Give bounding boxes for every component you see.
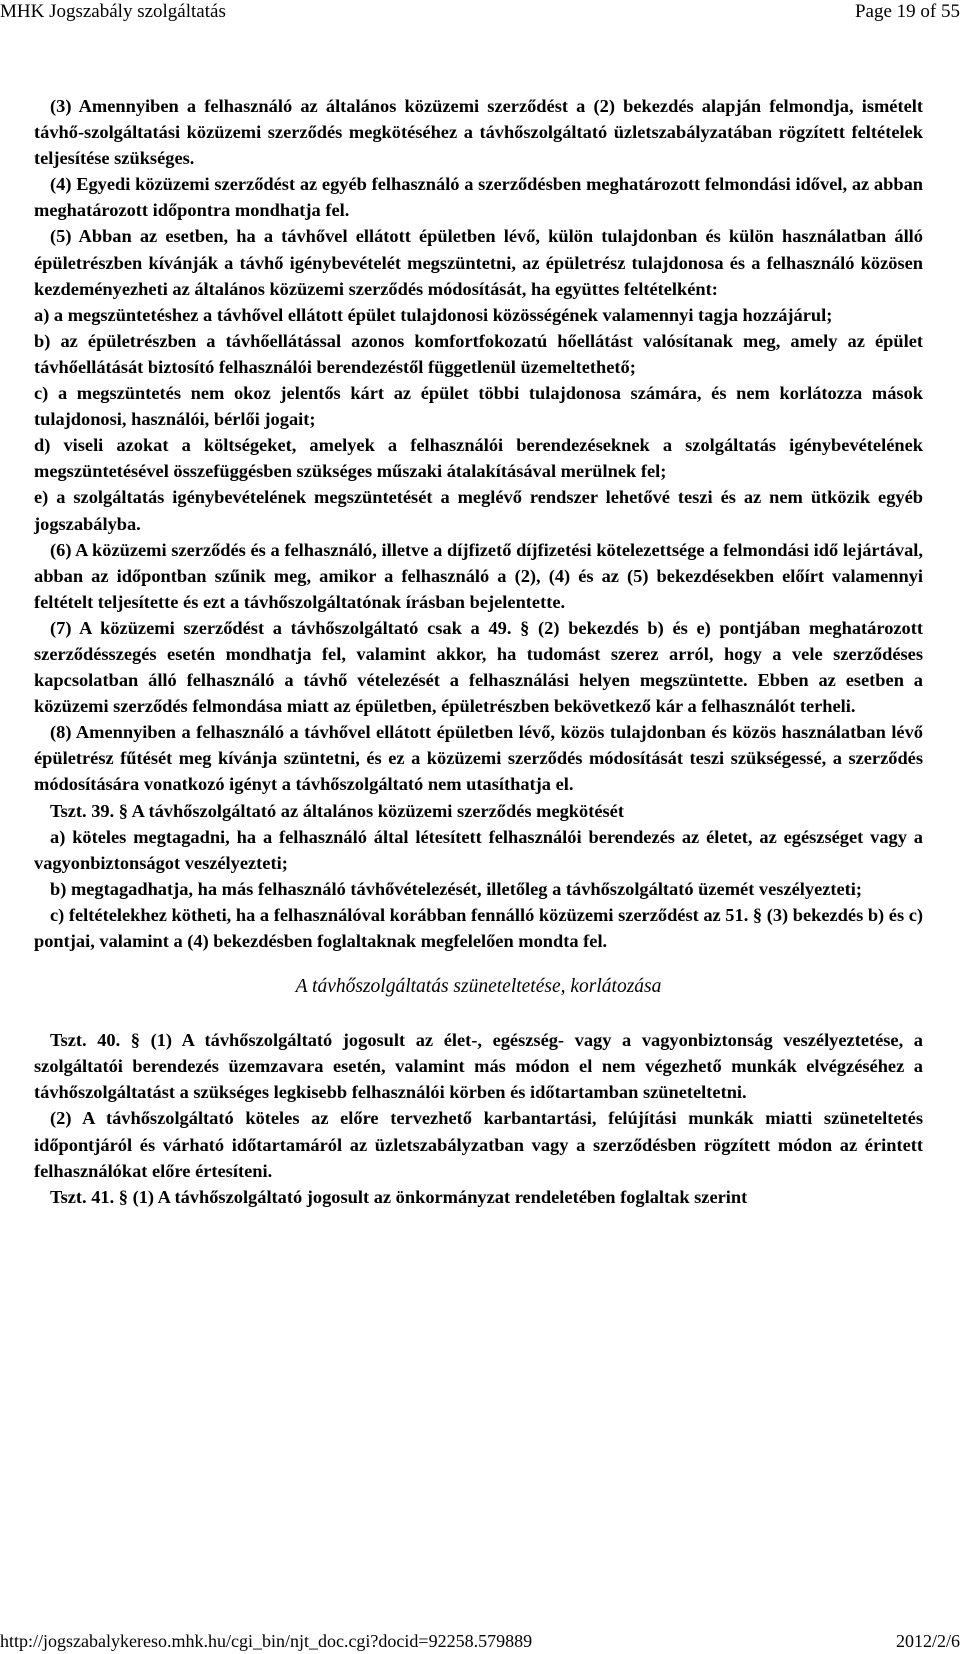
site-title: MHK Jogszabály szolgáltatás bbox=[0, 1, 226, 22]
page-footer bbox=[0, 1630, 960, 1654]
list-item-c: c) a megszüntetés nem okoz jelentős kárt az épület többi tulajdonosa számára, és nem korlátozza mások tulajdonosi, használói, bérlői jogait; bbox=[34, 383, 923, 430]
page-number: Page 19 of 55 bbox=[854, 1, 960, 22]
print-date: 2012/2/6 bbox=[895, 1631, 960, 1651]
section-40-paragraph-2: (2) A távhőszolgáltató köteles az előre tervezhető karbantartási, felújítási munkák miatti szüneteltetés időpontjáról és várható időtartamáról az üzletszabályzatban vagy a szerződésben rögzített módon az érintett felhasználókat előre értesíteni. bbox=[34, 1108, 923, 1181]
list-item-39-a: a) köteles megtagadni, ha a felhasználó által létesített felhasználói berendezés az életet, az egészséget vagy a vagyonbiztonságot veszélyezteti; bbox=[34, 826, 923, 873]
section-41-paragraph-1: Tszt. 41. § (1) A távhőszolgáltató jogosult az önkormányzat rendeletében foglaltak szerint bbox=[50, 1186, 748, 1207]
list-item-b: b) az épületrészben a távhőellátással azonos komfortfokozatú hőellátást valósítanak meg, amely az épület távhőellátását biztosító felhasználói berendezéstől függetlenül üzemeltethető; bbox=[34, 330, 923, 377]
paragraph-5: (5) Abban az esetben, ha a távhővel ellátott épületben lévő, külön tulajdonban és külön használatban álló épületrészben kívánják a távhő igénybevételét megszüntetni, az épületrész tulajdonosa és a felhasználó közösen kezdeményezheti az általános közüzemi szerződés módosítását, ha együttes feltételként: bbox=[34, 226, 923, 299]
section-39-heading: Tszt. 39. § A távhőszolgáltató az általános közüzemi szerződés megkötését bbox=[50, 800, 624, 821]
section-40-paragraph-1: Tszt. 40. § (1) A távhőszolgáltató jogosult az élet-, egészség- vagy a vagyonbiztonság veszélyeztetése, a szolgáltatói berendezés üzemzavara esetén, valamint más módon el nem végezhető munkák elvégzéséhez a távhőszolgáltatást a szükséges legkisebb felhasználói körben és időtartamban szüneteltetni. bbox=[34, 1030, 923, 1103]
page-header bbox=[0, 0, 960, 30]
section-title: A távhőszolgáltatás szüneteltetése, korlátozása bbox=[295, 976, 662, 998]
document-body bbox=[34, 93, 923, 1210]
paragraph-3: (3) Amennyiben a felhasználó az általános közüzemi szerződést a (2) bekezdés alapján felmondja, ismételt távhő-szolgáltatási közüzemi szerződés megkötéséhez a távhőszolgáltató üzletszabályzatában rögzített feltételek teljesítése szükséges. bbox=[34, 96, 923, 169]
list-item-a: a) a megszüntetéshez a távhővel ellátott épület tulajdonosi közösségének valamennyi tagja hozzájárul; bbox=[34, 304, 833, 325]
list-item-39-b: b) megtagadhatja, ha más felhasználó távhővételezését, illetőleg a távhőszolgáltató üzemét veszélyezteti; bbox=[50, 878, 863, 899]
paragraph-4: (4) Egyedi közüzemi szerződést az egyéb felhasználó a szerződésben meghatározott felmondási idővel, az abban meghatározott időpontra mondhatja fel. bbox=[34, 174, 923, 221]
paragraph-8: (8) Amennyiben a felhasználó a távhővel ellátott épületben lévő, közös tulajdonban és közös használatban lévő épületrész fűtését meg kívánja szüntetni, és ez a közüzemi szerződés módosítását teszi szükségessé, a szerződés módosítására vonatkozó igényt a távhőszolgáltató nem utasíthatja el. bbox=[34, 722, 923, 795]
source-url: http://jogszabalykereso.mhk.hu/cgi_bin/njt_doc.cgi?docid=92258.579889 bbox=[0, 1631, 533, 1651]
list-item-d: d) viseli azokat a költségeket, amelyek a felhasználói berendezéseknek a szolgáltatás igénybevételének megszüntetésével összefüggésben szükséges műszaki átalakításával merülnek fel; bbox=[34, 435, 923, 482]
list-item-39-c: c) feltételekhez kötheti, ha a felhasználóval korábban fennálló közüzemi szerződést az 51. § (3) bekezdés b) és c) pontjai, valamint a (4) bekezdésben foglaltaknak megfelelően mondta fel. bbox=[34, 904, 923, 951]
list-item-e: e) a szolgáltatás igénybevételének megszüntetését a meglévő rendszer lehetővé teszi és az nem ütközik egyéb jogszabályba. bbox=[34, 487, 923, 534]
paragraph-7: (7) A közüzemi szerződést a távhőszolgáltató csak a 49. § (2) bekezdés b) és e) pontjában meghatározott szerződésszegés esetén mondhatja fel, valamint akkor, ha tudomást szerez arról, hogy a vele szerződéses kapcsolatban álló felhasználó a távhő vételezését a felhasználási helyen megszüntette. Ebben az esetben a közüzemi szerződés felmondása miatt az épületben, épületrészben bekövetkező kár a felhasználót terheli. bbox=[34, 617, 923, 717]
paragraph-6: (6) A közüzemi szerződés és a felhasználó, illetve a díjfizető díjfizetési kötelezettsége a felmondási idő lejártával, abban az időpontban szűnik meg, amikor a felhasználó a (2), (4) és az (5) bekezdésekben előírt valamennyi feltételt teljesítette és ezt a távhőszolgáltatónak írásban bejelentette. bbox=[34, 539, 923, 612]
